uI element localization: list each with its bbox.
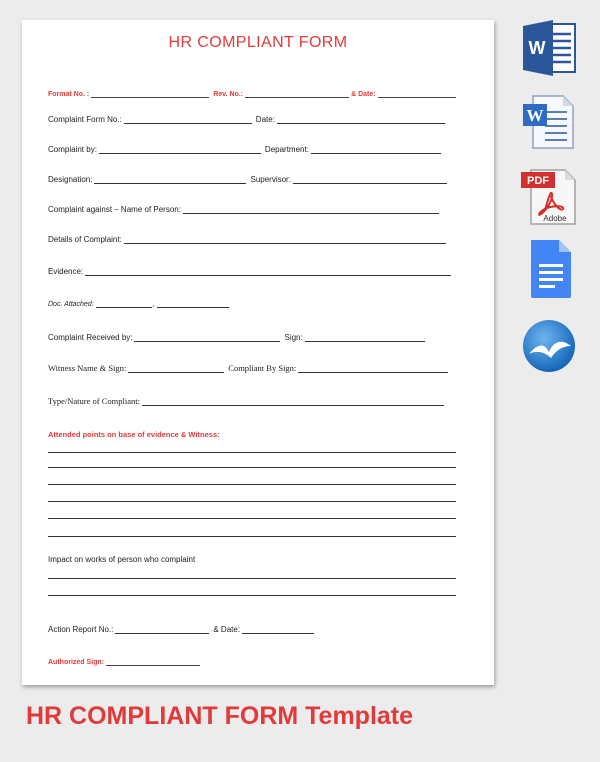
- supervisor-field[interactable]: [293, 175, 447, 184]
- type-nature-field[interactable]: [142, 397, 444, 406]
- supervisor-label: Supervisor:: [250, 175, 291, 184]
- witness-field[interactable]: [128, 364, 224, 373]
- evidence-row: [48, 264, 451, 276]
- designation-row: [48, 172, 447, 184]
- witness-row: [48, 361, 448, 373]
- attended-points-heading: Attended points on base of evidence & Witness:: [48, 430, 220, 439]
- authorized-sign-label: Authorized Sign:: [48, 659, 104, 666]
- attended-line-5[interactable]: [48, 518, 456, 519]
- attended-line-2[interactable]: [48, 467, 456, 468]
- form-title: HR COMPLIANT FORM: [168, 34, 348, 51]
- pdf-icon[interactable]: [521, 166, 577, 226]
- header-date-label: & Date:: [351, 91, 376, 98]
- authorized-sign-row: [48, 654, 200, 666]
- details-row: [48, 232, 446, 244]
- header-row: [48, 86, 456, 98]
- complaint-form-no-row: [48, 112, 445, 124]
- received-by-field[interactable]: [134, 333, 280, 342]
- sign-label: Sign:: [284, 333, 303, 342]
- type-nature-row: [48, 394, 444, 406]
- google-docs-icon[interactable]: [521, 238, 577, 298]
- attended-line-4[interactable]: [48, 501, 456, 502]
- department-field[interactable]: [311, 145, 441, 154]
- rev-no-label: Rev. No.:: [213, 91, 244, 98]
- doc-attached-label: Doc. Attached:: [48, 301, 94, 308]
- complaint-by-label: Complaint by:: [48, 145, 97, 154]
- sign-field[interactable]: [305, 333, 425, 342]
- impact-line-2[interactable]: [48, 595, 456, 596]
- rev-no-field[interactable]: [245, 89, 349, 98]
- evidence-label: Evidence:: [48, 267, 84, 276]
- impact-heading: Impact on works of person who complaint: [48, 555, 196, 564]
- details-field[interactable]: [124, 235, 446, 244]
- date-field[interactable]: [277, 115, 445, 124]
- doc-attached-field-1[interactable]: [96, 299, 152, 308]
- details-label: Details of Complaint:: [48, 235, 122, 244]
- received-by-label: Complaint Received by:: [48, 333, 133, 342]
- action-date-field[interactable]: [242, 625, 314, 634]
- attended-line-6[interactable]: [48, 536, 456, 537]
- word-icon-letter: W: [528, 38, 546, 58]
- impact-line-1[interactable]: [48, 578, 456, 579]
- evidence-field[interactable]: [85, 267, 451, 276]
- compliant-by-sign-label: Compliant By Sign:: [228, 363, 297, 373]
- complaint-by-field[interactable]: [99, 145, 261, 154]
- department-label: Department:: [264, 145, 309, 154]
- type-nature-label: Type/Nature of Compliant:: [48, 396, 140, 406]
- compliant-by-sign-field[interactable]: [298, 364, 448, 373]
- complaint-against-row: [48, 202, 439, 214]
- action-date-label: & Date:: [213, 625, 241, 634]
- caption-title: HR COMPLIANT FORM Template: [26, 702, 414, 730]
- word-icon[interactable]: [521, 18, 577, 78]
- received-by-row: [48, 330, 425, 342]
- complaint-form-no-field[interactable]: [124, 115, 252, 124]
- action-report-field[interactable]: [115, 625, 209, 634]
- word-document-icon[interactable]: [521, 92, 577, 152]
- action-report-row: [48, 622, 314, 634]
- complaint-by-row: [48, 142, 441, 154]
- designation-label: Designation:: [48, 175, 93, 184]
- attended-line-3[interactable]: [48, 484, 456, 485]
- header-date-field[interactable]: [378, 89, 456, 98]
- openoffice-icon[interactable]: [521, 316, 577, 376]
- format-no-label: Format No. :: [48, 91, 90, 98]
- format-no-field[interactable]: [91, 89, 209, 98]
- date-label: Date:: [255, 115, 275, 124]
- word-doc-letter: W: [526, 106, 544, 125]
- authorized-sign-field[interactable]: [106, 657, 200, 666]
- doc-attached-field-2[interactable]: [157, 299, 229, 308]
- witness-label: Witness Name & Sign:: [48, 363, 127, 373]
- complaint-against-field[interactable]: [183, 205, 439, 214]
- doc-attached-row: [48, 296, 229, 308]
- form-sheet: [22, 20, 494, 685]
- complaint-against-label: Complaint against – Name of Person:: [48, 205, 181, 214]
- pdf-label: PDF: [527, 175, 549, 187]
- complaint-form-no-label: Complaint Form No.:: [48, 115, 122, 124]
- attended-line-1[interactable]: [48, 452, 456, 453]
- designation-field[interactable]: [94, 175, 246, 184]
- doc-attached-separator: ,: [152, 301, 155, 308]
- adobe-label: Adobe: [543, 214, 567, 223]
- action-report-label: Action Report No.:: [48, 625, 114, 634]
